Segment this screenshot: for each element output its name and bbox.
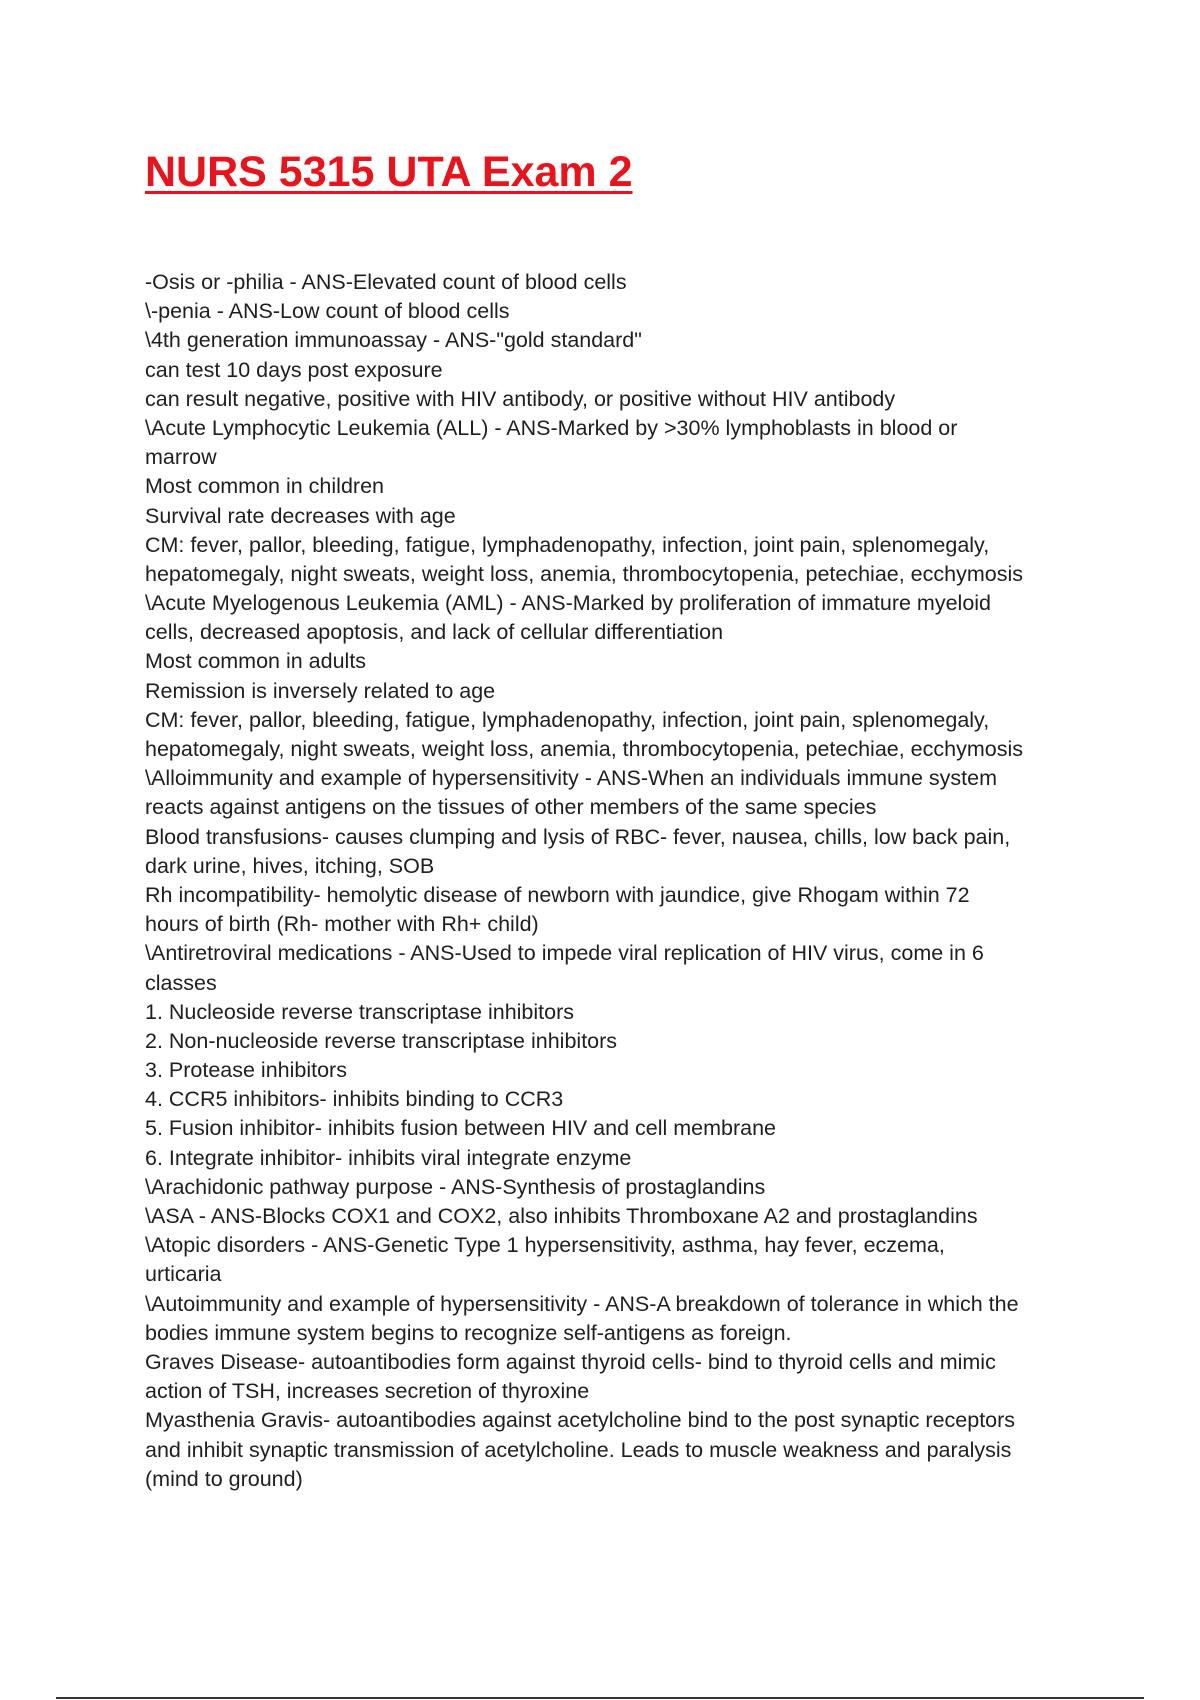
- text-line: reacts against antigens on the tissues of other members of the same species: [145, 795, 877, 820]
- text-line: Most common in children: [145, 474, 384, 499]
- text-line: \Alloimmunity and example of hypersensitivity - ANS-When an individuals immune system: [145, 766, 997, 791]
- text-line: hepatomegaly, night sweats, weight loss, anemia, thrombocytopenia, petechiae, ecchymosis: [145, 561, 1023, 586]
- text-line: can test 10 days post exposure: [145, 357, 443, 382]
- text-line: 6. Integrate inhibitor- inhibits viral integrate enzyme: [145, 1145, 632, 1170]
- text-line: -Osis or -philia - ANS-Elevated count of blood cells: [145, 270, 627, 294]
- text-line: 1. Nucleoside reverse transcriptase inhibitors: [145, 999, 575, 1024]
- text-line: 4. CCR5 inhibitors- inhibits binding to CCR3: [145, 1087, 564, 1112]
- text-line: CM: fever, pallor, bleeding, fatigue, lymphadenopathy, infection, joint pain, splenomegaly,: [145, 532, 990, 557]
- text-line: \Autoimmunity and example of hypersensitivity - ANS-A breakdown of tolerance in which the: [145, 1291, 1019, 1316]
- text-line: CM: fever, pallor, bleeding, fatigue, lymphadenopathy, infection, joint pain, splenomegaly,: [145, 707, 990, 732]
- text-line: cells, decreased apoptosis, and lack of cellular differentiation: [145, 620, 724, 645]
- text-line: \-penia - ANS-Low count of blood cells: [145, 299, 510, 324]
- text-line: 2. Non-nucleoside reverse transcriptase inhibitors: [145, 1028, 618, 1053]
- text-line: bodies immune system begins to recognize self-antigens as foreign.: [145, 1320, 792, 1345]
- text-line: \Atopic disorders - ANS-Genetic Type 1 hypersensitivity, asthma, hay fever, eczema,: [145, 1233, 945, 1258]
- text-line: classes: [145, 970, 217, 995]
- text-line: 5. Fusion inhibitor- inhibits fusion between HIV and cell membrane: [145, 1116, 776, 1141]
- text-line: hours of birth (Rh- mother with Rh+ child): [145, 912, 539, 937]
- text-line: \4th generation immunoassay - ANS-"gold standard": [145, 328, 642, 353]
- text-line: (mind to ground): [145, 1466, 303, 1491]
- footer-divider: [56, 1697, 1144, 1699]
- text-line: can result negative, positive with HIV antibody, or positive without HIV antibody: [145, 386, 896, 411]
- text-line: \Antiretroviral medications - ANS-Used to impede viral replication of HIV virus, come in 6: [145, 941, 984, 966]
- text-line: \ASA - ANS-Blocks COX1 and COX2, also inhibits Thromboxane A2 and prostaglandins: [145, 1204, 978, 1228]
- text-line: hepatomegaly, night sweats, weight loss, anemia, thrombocytopenia, petechiae, ecchymosis: [145, 737, 1023, 761]
- text-line: \Arachidonic pathway purpose - ANS-Synthesis of prostaglandins: [145, 1174, 766, 1199]
- text-line: Myasthenia Gravis- autoantibodies against acetylcholine bind to the post synaptic receptors: [145, 1408, 1016, 1433]
- document-body: [145, 268, 1065, 1494]
- text-line: and inhibit synaptic transmission of acetylcholine. Leads to muscle weakness and paralysis: [145, 1437, 1012, 1462]
- text-line: action of TSH, increases secretion of thyroxine: [145, 1379, 590, 1404]
- text-line: \Acute Myelogenous Leukemia (AML) - ANS-Marked by proliferation of immature myeloid: [145, 591, 992, 616]
- page-title: NURS 5315 UTA Exam 2: [145, 148, 633, 196]
- text-line: Rh incompatibility- hemolytic disease of newborn with jaundice, give Rhogam within 72: [145, 882, 970, 907]
- text-line: 3. Protease inhibitors: [145, 1058, 347, 1083]
- text-line: Survival rate decreases with age: [145, 503, 456, 528]
- text-line: Most common in adults: [145, 649, 367, 674]
- text-line: urticaria: [145, 1262, 222, 1287]
- text-line: dark urine, hives, itching, SOB: [145, 853, 435, 878]
- text-line: marrow: [145, 445, 217, 470]
- text-line: Blood transfusions- causes clumping and lysis of RBC- fever, nausea, chills, low back pain,: [145, 824, 1011, 849]
- text-line: Graves Disease- autoantibodies form against thyroid cells- bind to thyroid cells and mimic: [145, 1349, 996, 1374]
- text-line: Remission is inversely related to age: [145, 678, 496, 703]
- text-line: \Acute Lymphocytic Leukemia (ALL) - ANS-Marked by >30% lymphoblasts in blood or: [145, 415, 958, 440]
